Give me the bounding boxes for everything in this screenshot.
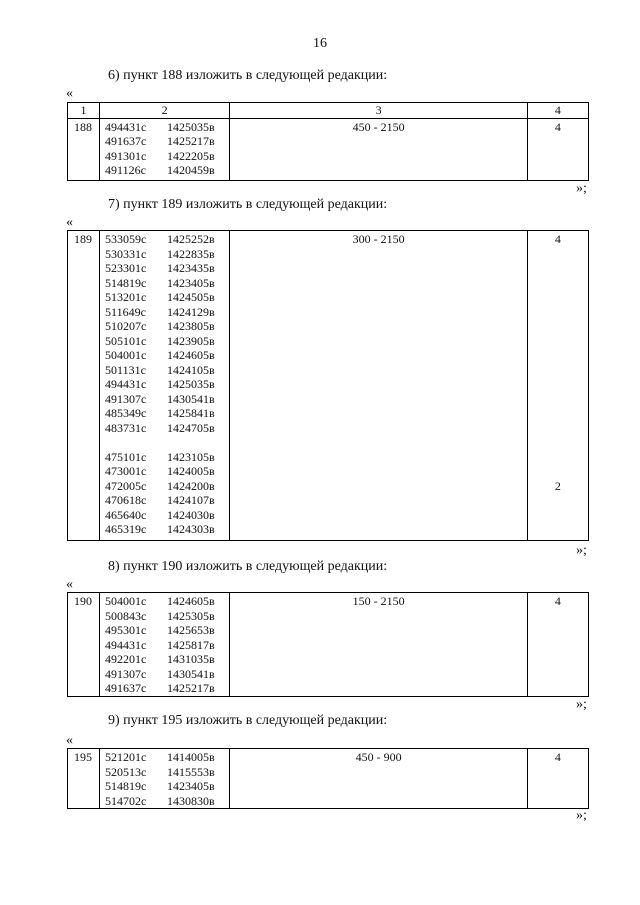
coordinate-pair: [105, 450, 229, 465]
page-number: 16: [313, 36, 327, 51]
latitude-code: 523301с: [105, 261, 147, 275]
longitude-code: 1424505в: [167, 290, 215, 304]
latitude-code: 491637с: [105, 134, 147, 148]
longitude-code: 1431035в: [167, 652, 215, 666]
coordinate-pair: [105, 479, 229, 494]
latitude-code: 514819с: [105, 275, 147, 290]
table-row: [68, 593, 589, 697]
coordinate-pair: [105, 750, 229, 765]
latitude-code: 475101с: [105, 449, 147, 464]
coordinate-pair: [105, 406, 229, 421]
close-quote: »;: [576, 808, 587, 823]
coordinate-pair: [105, 493, 229, 508]
longitude-code: 1424105в: [167, 362, 215, 377]
coordinate-pair: [105, 392, 229, 407]
longitude-code: 1423905в: [167, 333, 215, 348]
latitude-code: 504001с: [105, 594, 147, 608]
range-value: 450 - 2150: [230, 118, 528, 180]
count-spacer: [528, 377, 588, 392]
latitude-code: 510207с: [105, 319, 147, 333]
coordinate-pair: [105, 163, 229, 178]
longitude-code: 1424303в: [167, 522, 215, 536]
column-number: 3: [230, 103, 528, 119]
table-row: [68, 231, 589, 541]
coordinate-pair: [105, 594, 229, 609]
coordinate-pair: [105, 377, 229, 392]
longitude-code: 1424107в: [167, 493, 215, 507]
latitude-code: 491307с: [105, 391, 147, 406]
latitude-code: 494431с: [105, 377, 147, 391]
longitude-code: 1424005в: [167, 464, 215, 478]
latitude-code: 465640с: [105, 507, 147, 522]
count-cell: [527, 749, 588, 809]
longitude-code: 1424030в: [167, 507, 215, 522]
longitude-code: 1414005в: [167, 750, 215, 764]
count-spacer: [528, 276, 588, 291]
latitude-code: 491637с: [105, 681, 147, 695]
latitude-code: 520513с: [105, 764, 147, 779]
coordinate-pair: [105, 319, 229, 334]
amendment-table-190: [67, 592, 589, 697]
longitude-code: 1422205в: [167, 148, 215, 163]
count-value: 4: [554, 232, 561, 246]
count-spacer: [528, 334, 588, 349]
longitude-code: 1424605в: [167, 348, 215, 362]
count-cell: [527, 231, 588, 541]
latitude-code: 494431с: [105, 119, 147, 134]
coordinates-cell: [100, 118, 230, 180]
longitude-code: 1425653в: [167, 623, 215, 637]
count-spacer: [528, 363, 588, 378]
count-value: 4: [554, 750, 561, 764]
longitude-code: 1430541в: [167, 666, 215, 681]
coordinate-pair: [105, 681, 229, 696]
coordinate-pair: [105, 232, 229, 247]
latitude-code: 491301с: [105, 148, 147, 163]
count-spacer: [528, 464, 588, 479]
longitude-code: 1425841в: [167, 406, 215, 420]
column-number: 2: [100, 103, 230, 119]
coordinate-pair: [105, 464, 229, 479]
amendment-table-188: [67, 102, 589, 181]
count-spacer: [528, 392, 588, 407]
latitude-code: 505101с: [105, 333, 147, 348]
range-value: 150 - 2150: [230, 593, 528, 697]
count-spacer: [528, 421, 588, 436]
longitude-code: 1425305в: [167, 608, 215, 623]
longitude-code: 1425252в: [167, 232, 215, 246]
longitude-code: 1430541в: [167, 391, 215, 406]
latitude-code: 491307с: [105, 666, 147, 681]
count-spacer: [528, 290, 588, 305]
open-quote: «: [66, 86, 73, 101]
coordinate-pair: [105, 609, 229, 624]
coordinates-cell: [100, 593, 230, 697]
latitude-code: 491126с: [105, 163, 146, 177]
close-quote: »;: [576, 543, 587, 558]
latitude-code: 494431с: [105, 637, 147, 652]
longitude-code: 1423435в: [167, 261, 215, 275]
item-number: 189: [68, 231, 100, 541]
latitude-code: 473001с: [105, 464, 147, 478]
count-cell: [527, 593, 588, 697]
coordinate-pair: [105, 623, 229, 638]
latitude-code: 483731с: [105, 420, 147, 435]
latitude-code: 465319с: [105, 522, 147, 536]
coordinate-pair: [105, 667, 229, 682]
latitude-code: 485349с: [105, 406, 147, 420]
latitude-code: 530331с: [105, 246, 147, 261]
latitude-code: 492201с: [105, 652, 147, 666]
latitude-code: 470618с: [105, 493, 147, 507]
column-number: 1: [68, 103, 100, 119]
coordinate-pair: [105, 247, 229, 262]
count-spacer: [528, 247, 588, 262]
longitude-code: 1430830в: [167, 793, 215, 808]
coordinate-pair: [105, 765, 229, 780]
count-spacer: [528, 435, 588, 450]
latitude-code: 514819с: [105, 779, 147, 793]
latitude-code: 504001с: [105, 348, 147, 362]
coordinate-pair: [105, 334, 229, 349]
latitude-code: 472005с: [105, 478, 147, 493]
longitude-code: 1422835в: [167, 246, 215, 261]
longitude-code: 1415553в: [167, 764, 215, 779]
longitude-code: 1423105в: [167, 449, 215, 464]
latitude-code: 495301с: [105, 623, 147, 637]
count-spacer: [528, 261, 588, 276]
longitude-code: 1423805в: [167, 319, 215, 333]
count-spacer: [528, 319, 588, 334]
coordinate-pair: [105, 134, 229, 149]
column-number: 4: [527, 103, 588, 119]
coordinate-pair: [105, 363, 229, 378]
longitude-code: 1423405в: [167, 275, 215, 290]
coordinates-cell: [100, 231, 230, 541]
item-number: 190: [68, 593, 100, 697]
latitude-code: 500843с: [105, 608, 147, 623]
longitude-code: 1425035в: [167, 119, 215, 134]
open-quote: «: [66, 733, 73, 748]
open-quote: «: [66, 215, 73, 230]
coordinate-pair: [105, 522, 229, 537]
count-spacer: [528, 450, 588, 465]
latitude-code: 521201с: [105, 750, 147, 764]
amendment-table-189: [67, 230, 589, 541]
close-quote: »;: [576, 697, 587, 712]
latitude-code: 501131с: [105, 362, 146, 377]
coordinate-pair: [105, 794, 229, 809]
count-spacer: [528, 406, 588, 421]
longitude-code: 1424129в: [167, 304, 215, 319]
column-number-row: [68, 103, 589, 119]
coordinate-pair: [105, 120, 229, 135]
section-heading: 7) пункт 189 изложить в следующей редакции:: [108, 197, 388, 212]
longitude-code: 1425817в: [167, 637, 215, 652]
coordinate-pair: [105, 348, 229, 363]
count-value: 4: [554, 119, 561, 134]
count-cell: [527, 118, 588, 180]
table-row: [68, 749, 589, 809]
coordinate-pair: [105, 421, 229, 436]
close-quote: »;: [576, 181, 587, 196]
coordinate-pair: [105, 290, 229, 305]
amendment-table-195: [67, 748, 589, 809]
range-value: 300 - 2150: [230, 231, 528, 541]
latitude-code: [105, 435, 167, 450]
coordinate-pair: [105, 779, 229, 794]
section-heading: 6) пункт 188 изложить в следующей редакции:: [108, 68, 388, 83]
count-value: 4: [554, 594, 561, 608]
longitude-code: 1424705в: [167, 420, 215, 435]
table-row: [68, 118, 589, 180]
coordinates-cell: [100, 749, 230, 809]
item-number: 195: [68, 749, 100, 809]
coordinate-pair: [105, 261, 229, 276]
coordinate-pair: [105, 652, 229, 667]
coordinate-pair: [105, 638, 229, 653]
longitude-code: 1424605в: [167, 594, 215, 608]
latitude-code: 514702с: [105, 793, 147, 808]
count-spacer: [528, 305, 588, 320]
longitude-code: 1424200в: [167, 478, 215, 493]
longitude-code: [167, 435, 227, 450]
latitude-code: 533059с: [105, 232, 147, 246]
coordinate-pair: [105, 508, 229, 523]
item-number: 188: [68, 118, 100, 180]
longitude-code: 1420459в: [167, 163, 215, 177]
section-heading: 8) пункт 190 изложить в следующей редакции:: [108, 559, 388, 574]
coordinate-pair: [105, 149, 229, 164]
range-value: 450 - 900: [230, 749, 528, 809]
coordinate-pair: [105, 276, 229, 291]
longitude-code: 1425217в: [167, 681, 215, 695]
coordinate-pair: [105, 435, 229, 450]
count-spacer: [528, 348, 588, 363]
longitude-code: 1423405в: [167, 779, 215, 793]
count-value: 2: [554, 478, 561, 493]
latitude-code: 511649с: [105, 304, 146, 319]
coordinate-pair: [105, 305, 229, 320]
latitude-code: 513201с: [105, 290, 147, 304]
longitude-code: 1425035в: [167, 377, 215, 391]
longitude-code: 1425217в: [167, 134, 215, 148]
open-quote: «: [66, 577, 73, 592]
section-heading: 9) пункт 195 изложить в следующей редакции:: [108, 713, 388, 728]
